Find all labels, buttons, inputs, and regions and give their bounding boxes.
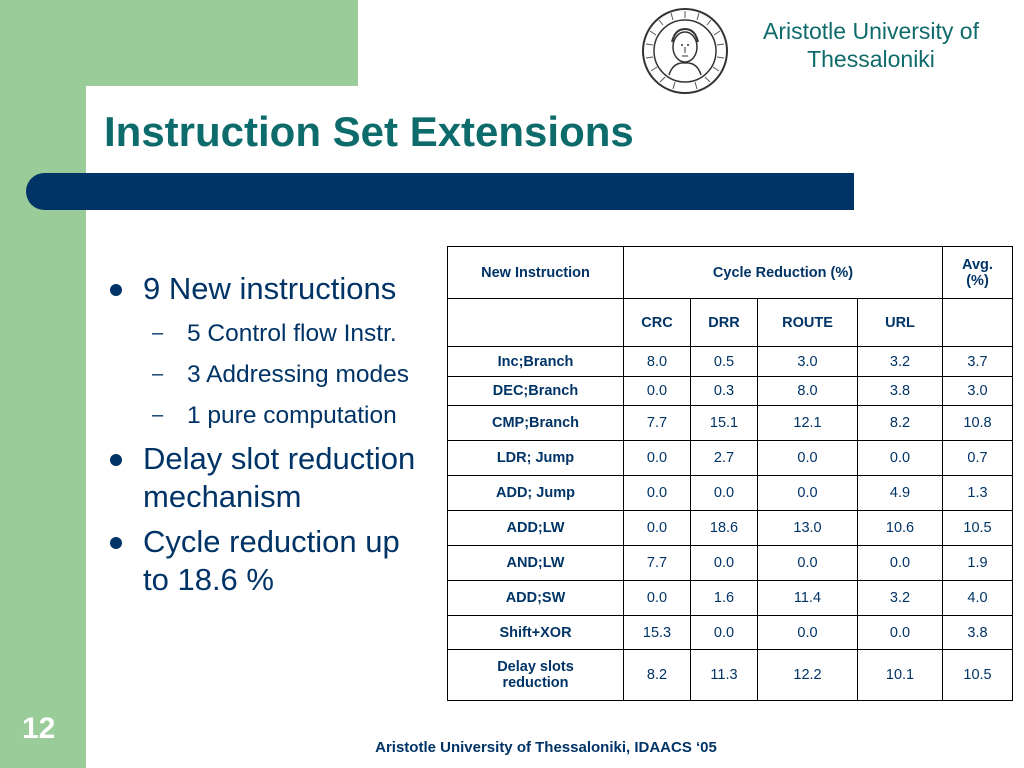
- slide-number: 12: [22, 712, 56, 745]
- bullet-dot-icon: [110, 537, 122, 549]
- header-avg-line1: Avg.: [962, 256, 993, 273]
- subheader-url: URL: [858, 299, 943, 347]
- cell-drr: 0.0: [691, 546, 758, 581]
- cell-url: 0.0: [858, 546, 943, 581]
- table-row: [448, 377, 1013, 406]
- cell-url: 3.2: [858, 347, 943, 377]
- cell-route: 11.4: [758, 581, 858, 616]
- subheader-empty: [943, 299, 1013, 347]
- dash-marker: –: [152, 322, 164, 344]
- table-row: [448, 511, 1013, 546]
- sub-bullet-item: [104, 354, 454, 395]
- bullet-text-line1: Delay slot reduction: [143, 441, 416, 476]
- row-name-line1: Delay slots: [497, 659, 574, 675]
- cell-avg: 3.7: [943, 347, 1013, 377]
- table-row: [448, 476, 1013, 511]
- cell-avg: 10.5: [943, 511, 1013, 546]
- cell-drr: 0.0: [691, 476, 758, 511]
- header-cycle-reduction: Cycle Reduction (%): [624, 247, 943, 299]
- cell-url: 8.2: [858, 406, 943, 441]
- header-avg: [943, 247, 1013, 299]
- bullet-item: [104, 440, 454, 516]
- university-name-line1: Aristotle University of: [762, 18, 979, 44]
- cell-route: 0.0: [758, 441, 858, 476]
- cell-drr: 0.5: [691, 347, 758, 377]
- cell-route: 13.0: [758, 511, 858, 546]
- row-name: ADD; Jump: [448, 476, 624, 511]
- cell-crc: 7.7: [624, 546, 691, 581]
- cell-crc: 8.0: [624, 347, 691, 377]
- cell-drr: 2.7: [691, 441, 758, 476]
- table-row: [448, 650, 1013, 701]
- header-new-instruction: New Instruction: [448, 247, 624, 299]
- cell-url: 3.2: [858, 581, 943, 616]
- table-row: [448, 441, 1013, 476]
- bullet-dot-icon: [110, 284, 122, 296]
- cycle-reduction-table: [447, 246, 1013, 701]
- cell-crc: 0.0: [624, 377, 691, 406]
- cell-avg: 1.9: [943, 546, 1013, 581]
- row-name: [448, 650, 624, 701]
- cell-route: 3.0: [758, 347, 858, 377]
- table-row: [448, 347, 1013, 377]
- sub-bullet-text: 1 pure computation: [187, 402, 397, 429]
- cell-avg: 3.8: [943, 616, 1013, 650]
- bullet-text: 9 New instructions: [143, 271, 397, 306]
- frame-left-band: [0, 0, 86, 768]
- university-name: [738, 17, 1004, 73]
- cell-url: 0.0: [858, 616, 943, 650]
- university-name-line2: Thessaloniki: [807, 46, 935, 72]
- cell-url: 3.8: [858, 377, 943, 406]
- bullet-text-line1: Cycle reduction up: [143, 524, 400, 559]
- cell-crc: 0.0: [624, 511, 691, 546]
- sub-bullet-text: 3 Addressing modes: [187, 361, 409, 388]
- table-row: [448, 546, 1013, 581]
- header-avg-line2: (%): [966, 272, 989, 289]
- subheader-empty: [448, 299, 624, 347]
- subheader-route: ROUTE: [758, 299, 858, 347]
- footer-text: Aristotle University of Thessaloniki, IDAACS ‘05: [375, 739, 717, 756]
- cell-route: 0.0: [758, 616, 858, 650]
- row-name: ADD;LW: [448, 511, 624, 546]
- sub-bullet-item: [104, 313, 454, 354]
- subheader-drr: DRR: [691, 299, 758, 347]
- row-name: LDR; Jump: [448, 441, 624, 476]
- cell-crc: 0.0: [624, 476, 691, 511]
- cell-avg: 10.8: [943, 406, 1013, 441]
- cell-avg: 0.7: [943, 441, 1013, 476]
- cell-avg: 10.5: [943, 650, 1013, 701]
- sub-bullet-text: 5 Control flow Instr.: [187, 320, 397, 347]
- row-name: DEC;Branch: [448, 377, 624, 406]
- cell-route: 12.1: [758, 406, 858, 441]
- dash-marker: –: [152, 363, 164, 385]
- title-underline-bar: [26, 173, 854, 210]
- table-row: [448, 581, 1013, 616]
- table-row: [448, 406, 1013, 441]
- page-title: Instruction Set Extensions: [104, 108, 634, 155]
- university-seal-icon: [641, 7, 729, 95]
- cell-avg: 1.3: [943, 476, 1013, 511]
- bullet-dot-icon: [110, 454, 122, 466]
- bullet-text-line2: mechanism: [143, 479, 302, 514]
- cell-drr: 18.6: [691, 511, 758, 546]
- cell-url: 4.9: [858, 476, 943, 511]
- row-name: Inc;Branch: [448, 347, 624, 377]
- table-row: [448, 616, 1013, 650]
- cell-avg: 4.0: [943, 581, 1013, 616]
- cell-avg: 3.0: [943, 377, 1013, 406]
- cell-crc: 8.2: [624, 650, 691, 701]
- sub-bullet-list: [104, 313, 454, 436]
- cell-crc: 15.3: [624, 616, 691, 650]
- row-name: ADD;SW: [448, 581, 624, 616]
- row-name: CMP;Branch: [448, 406, 624, 441]
- bullet-text-line2: to 18.6 %: [143, 562, 274, 597]
- bullet-item: [104, 270, 454, 308]
- cell-route: 0.0: [758, 476, 858, 511]
- table-subheader-row: [448, 299, 1013, 347]
- cell-drr: 15.1: [691, 406, 758, 441]
- dash-marker: –: [152, 404, 164, 426]
- cell-url: 0.0: [858, 441, 943, 476]
- bullet-item: [104, 523, 454, 599]
- sub-bullet-item: [104, 395, 454, 436]
- cell-crc: 0.0: [624, 441, 691, 476]
- cell-drr: 0.3: [691, 377, 758, 406]
- cell-drr: 1.6: [691, 581, 758, 616]
- cell-crc: 7.7: [624, 406, 691, 441]
- cell-drr: 0.0: [691, 616, 758, 650]
- row-name-line2: reduction: [502, 675, 569, 691]
- table-header-row: [448, 247, 1013, 299]
- bullet-list: [104, 270, 454, 599]
- cell-route: 12.2: [758, 650, 858, 701]
- cell-url: 10.1: [858, 650, 943, 701]
- cell-route: 0.0: [758, 546, 858, 581]
- cell-crc: 0.0: [624, 581, 691, 616]
- cell-route: 8.0: [758, 377, 858, 406]
- cell-drr: 11.3: [691, 650, 758, 701]
- subheader-crc: CRC: [624, 299, 691, 347]
- row-name: Shift+XOR: [448, 616, 624, 650]
- row-name: AND;LW: [448, 546, 624, 581]
- cell-url: 10.6: [858, 511, 943, 546]
